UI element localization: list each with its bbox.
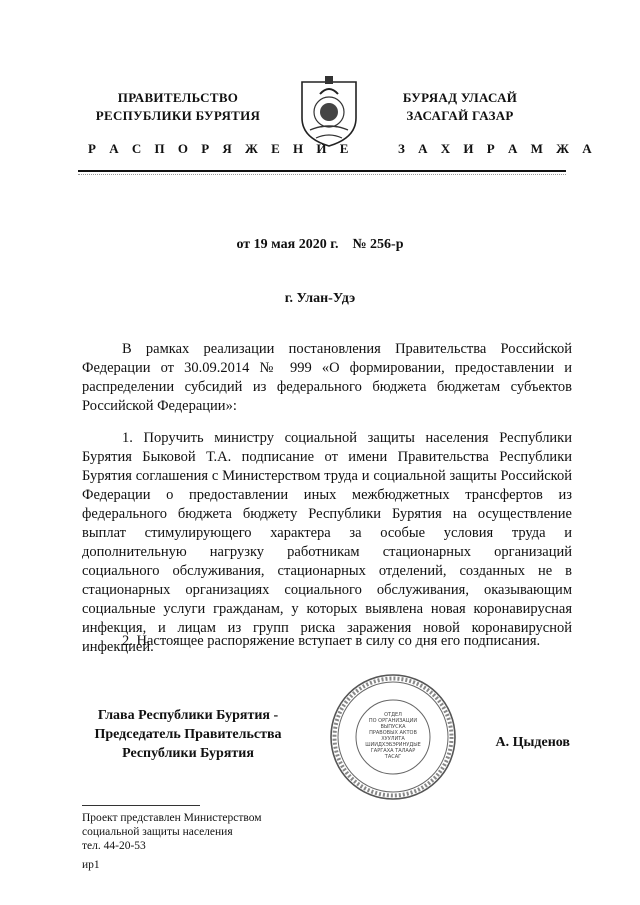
svg-text:ОТДЕЛ: ОТДЕЛ	[384, 712, 402, 718]
government-name-bua-line1: БУРЯАД УЛАСАЙ	[402, 90, 518, 105]
preamble-paragraph	[82, 340, 572, 416]
svg-text:ШИИДХЭБЭРИНУДЫЕ: ШИИДХЭБЭРИНУДЫЕ	[365, 742, 421, 748]
government-name-bua-line2: ЗАСАГАЙ ГАЗАР	[406, 108, 514, 123]
signatory-name: А. Цыденов	[495, 735, 570, 750]
svg-text:ГАРГАХА ТАЛААР: ГАРГАХА ТАЛААР	[370, 748, 416, 754]
item2-text: 2. Настоящее распоряжение вступает в силу со дня его подписания.	[122, 633, 541, 649]
prepared-by-line2: социальной защиты населения	[82, 826, 233, 838]
city: г. Улан-Удэ	[284, 291, 356, 306]
svg-text:ТАСАГ: ТАСАГ	[384, 754, 402, 760]
svg-text:ХУУЛИТА: ХУУЛИТА	[381, 736, 405, 742]
item1-paragraph	[82, 429, 572, 657]
doc-type-bua: З А Х И Р А М Ж А	[398, 141, 597, 156]
svg-text:ПРАВОВЫХ АКТОВ: ПРАВОВЫХ АКТОВ	[369, 730, 417, 736]
government-name-ru	[88, 89, 268, 125]
svg-text:ВЫПУСКА: ВЫПУСКА	[380, 724, 406, 730]
government-name-ru-line1: ПРАВИТЕЛЬСТВО	[117, 90, 239, 105]
svg-text:ПО ОРГАНИЗАЦИИ: ПО ОРГАНИЗАЦИИ	[368, 718, 418, 724]
prepared-by	[82, 811, 322, 853]
government-name-ru-line2: РЕСПУБЛИКИ БУРЯТИЯ	[95, 108, 261, 123]
signatory-title-line2: Председатель Правительства	[94, 727, 282, 742]
signatory-title-line3: Республики Бурятия	[122, 746, 254, 761]
prepared-by-line1: Проект представлен Министерством	[82, 812, 262, 824]
doc-type-ru: Р А С П О Р Я Ж Е Н И Е	[88, 141, 354, 156]
executor-code: ир1	[82, 859, 100, 871]
contact-phone: тел. 44-20-53	[82, 840, 146, 852]
item1-text: 1. Поручить министру социальной защиты населения Республики Бурятия Быковой Т.А. подписание от имени Правительства Республики Бурятия соглашения с Министерством труда и социальной защиты Российской Федерации о предоставлении иных межбюджетных трансфертов из федерального бюджета бюджету Республики Бурятия на осуществление выплат стимулирующего характера за особые условия труда и дополнительную нагрузку работникам стационарных организаций социального обслуживания, стационарных отделений, созданных не в стационарных организациях социального обслуживания, оказывающим социальные услуги гражданам, у которых выявлена новая коронавирусная инфекция, и лицам из групп риска заражения новой коронавирусной инфекцией.	[82, 430, 572, 655]
signatory-title-line1: Глава Республики Бурятия -	[97, 708, 279, 723]
item2-paragraph	[82, 632, 572, 651]
preamble-text: В рамках реализации постановления Правительства Российской Федерации от 30.09.2014 № 999 «О формировании, предоставлении и распределении субсидий из федерального бюджета бюджетам субъектов Российской Федерации»:	[82, 341, 572, 414]
header-divider-dotted	[78, 174, 566, 175]
header-divider	[78, 170, 566, 172]
date-number: от 19 мая 2020 г. № 256-р	[236, 237, 404, 252]
signatory-title	[78, 706, 298, 763]
footer-divider	[82, 805, 200, 806]
coat-of-arms-buryatia-icon	[298, 72, 360, 148]
official-round-stamp-icon	[328, 672, 458, 802]
government-name-bua	[380, 89, 540, 125]
